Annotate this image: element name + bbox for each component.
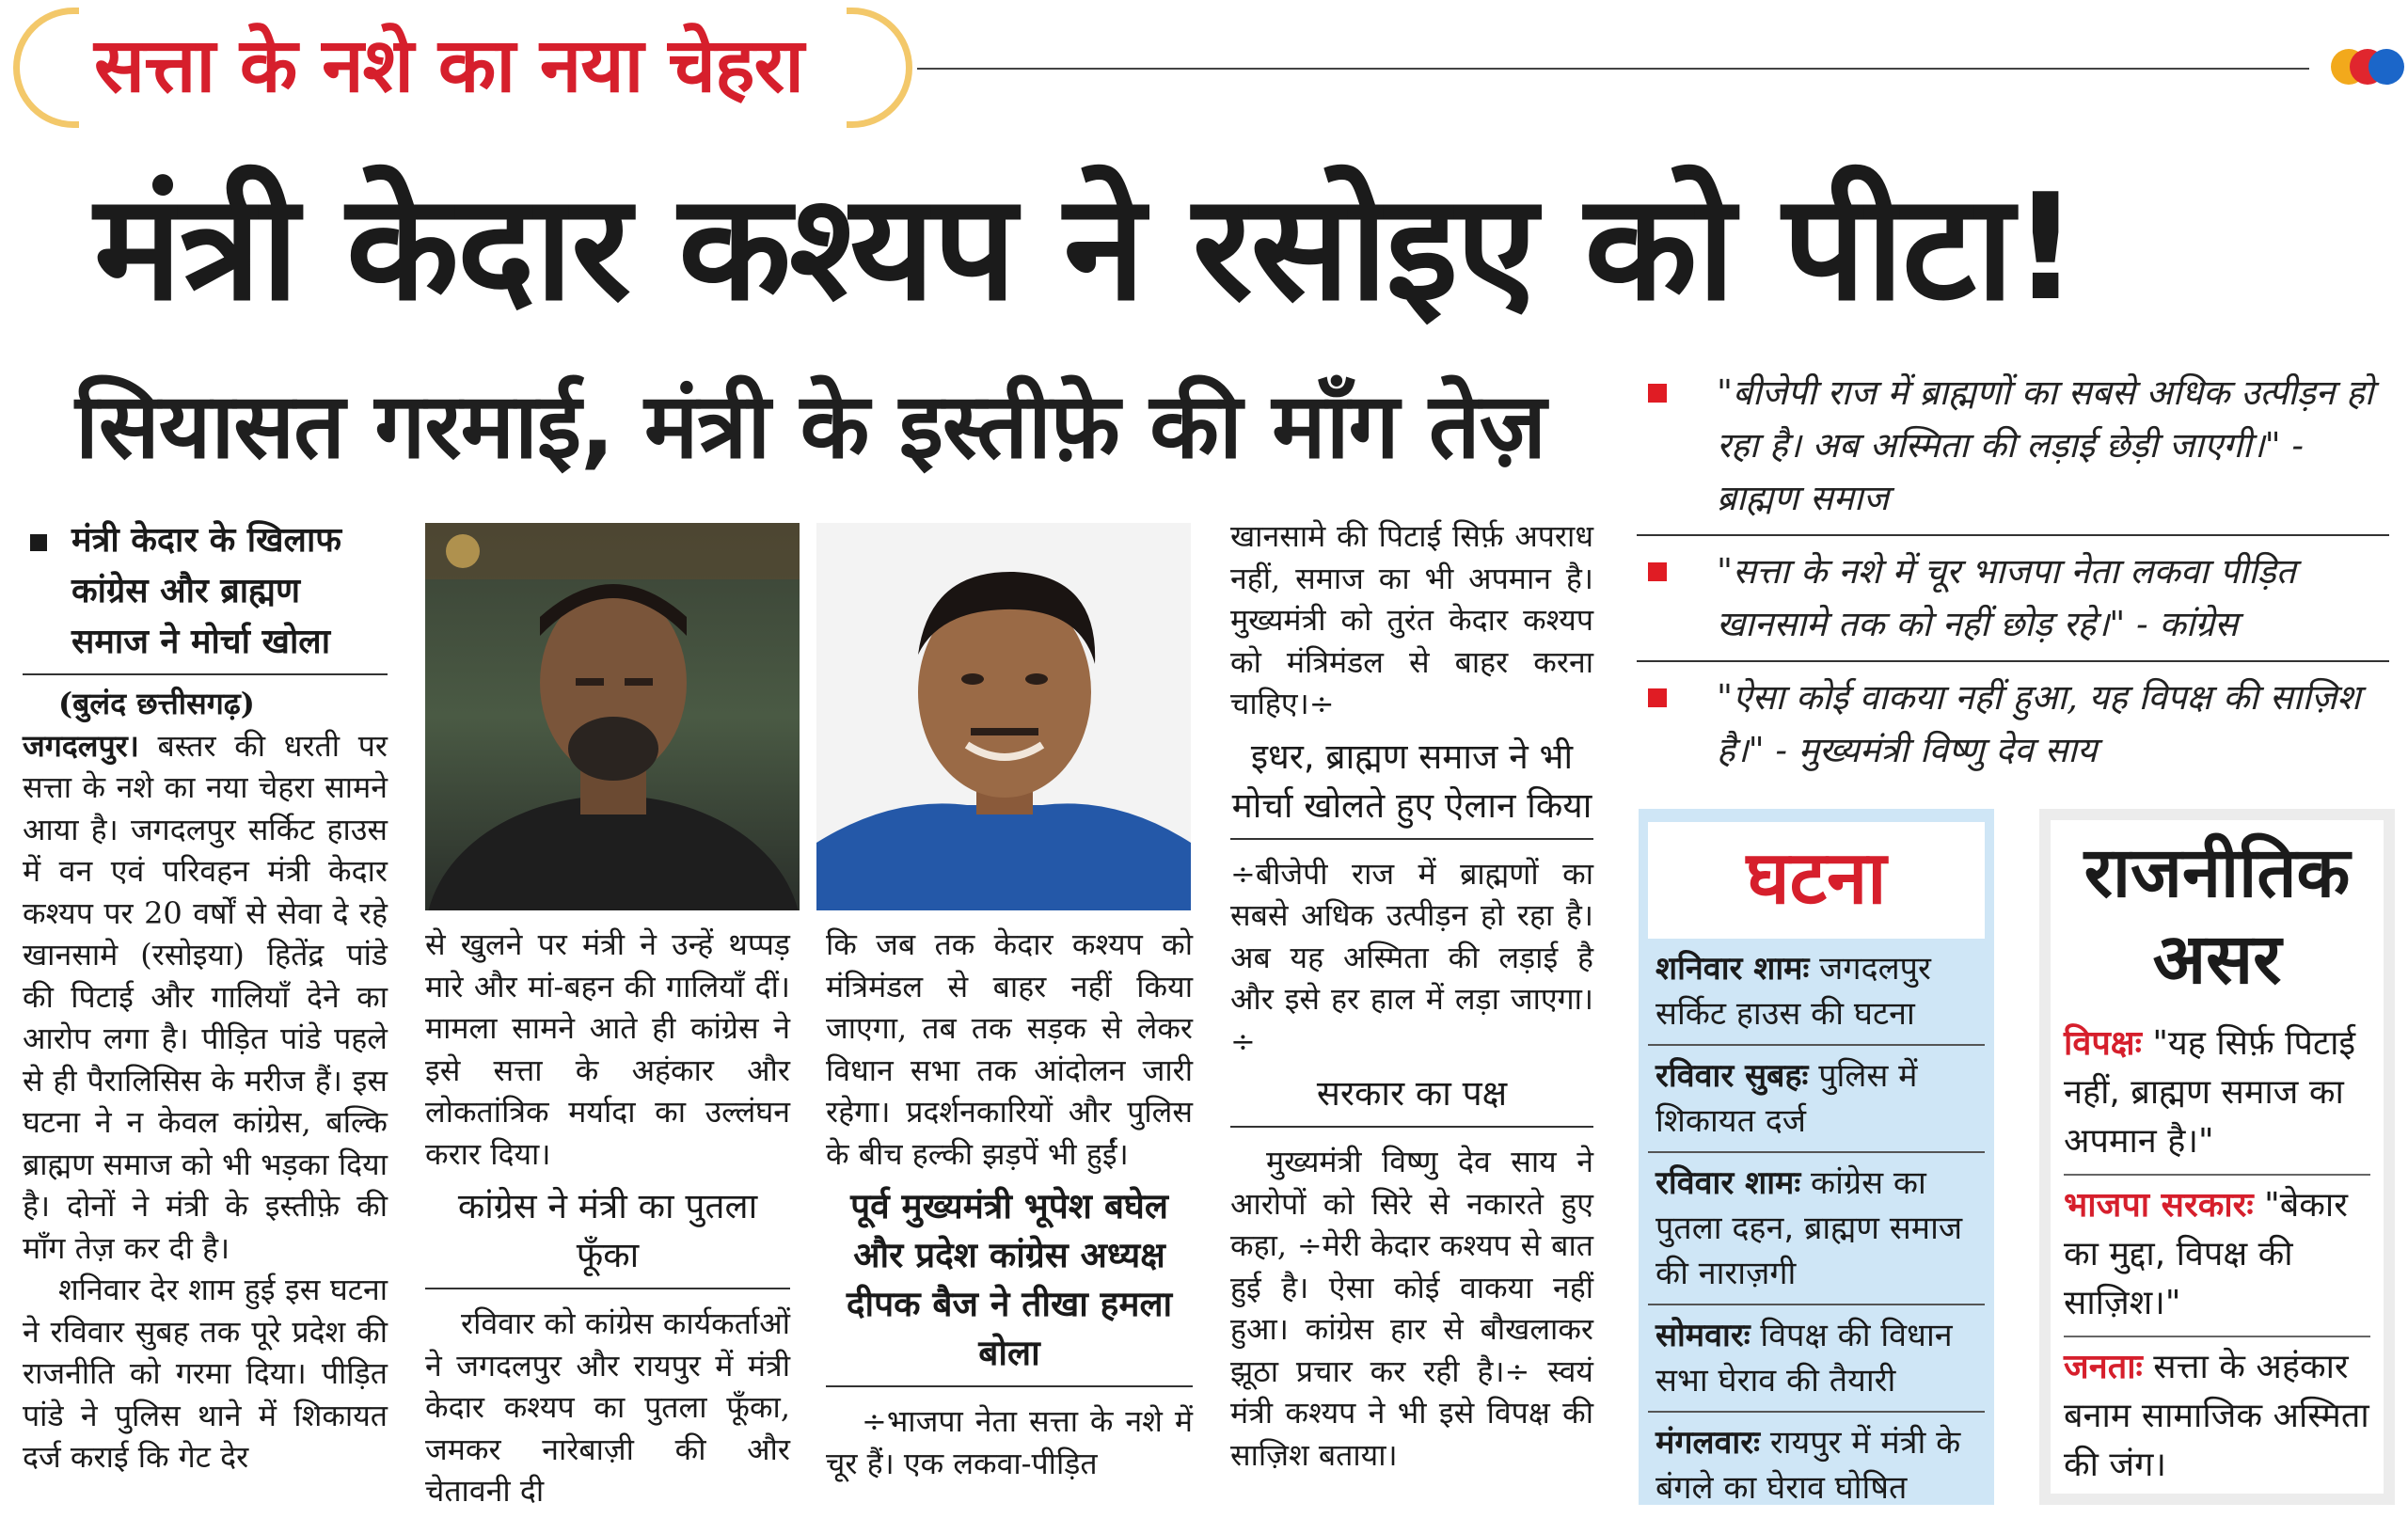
kicker-title: सत्ता के नशे का नया चेहरा — [94, 22, 803, 109]
photo-minister-portrait — [816, 523, 1191, 910]
article-blurb: मंत्री केदार के खिलाफ कांग्रेस और ब्राह्मण समाज ने मोर्चा खोला — [23, 515, 388, 675]
body-paragraph: मुख्यमंत्री विष्णु देव साय ने आरोपों को सिरे से नकारते हुए कहा, ÷मेरी केदार कश्यप से बात हुई है। ऐसा कोई वाकया नहीं हुआ। कांग्रेस हार से बौखलाकर झूठा प्रचार कर रही है।÷ स्वयं मंत्री कश्यप ने भी इसे विपक्ष की साज़िश बताया। — [1230, 1144, 1593, 1473]
impact-title: राजनीतिक असर — [2083, 832, 2351, 1000]
timeline-item: सोमवारः विपक्ष की विधान सभा घेराव की तैयारी — [1648, 1305, 1985, 1413]
body-paragraph: से खुलने पर मंत्री ने उन्हें थप्पड़ मारे और मां-बहन की गालियाँ दीं। मामला सामने आते ही कांग्रेस ने इसे सत्ता के अहंकार और लोकतांत्रिक मर्यादा का उल्लंघन करार दिया। — [425, 926, 790, 1172]
article-column-4 — [1230, 515, 1593, 1476]
timeline-item: रविवार शामः कांग्रेस का पुतला दहन, ब्राह्मण समाज की नाराज़गी — [1648, 1153, 1985, 1305]
crosshead: पूर्व मुख्यमंत्री भूपेश बघेल और प्रदेश कांग्रेस अध्यक्ष दीपक बैज ने तीखा हमला बोला — [826, 1175, 1193, 1387]
crosshead: कांग्रेस ने मंत्री का पुतला फूँका — [425, 1175, 790, 1289]
main-headline: मंत्री केदार कश्यप ने रसोइए को पीटा! — [94, 162, 2078, 333]
impact-item: भाजपा सरकारः "बेकार का मुद्दा, विपक्ष की साज़िश।" — [2064, 1176, 2370, 1337]
crosshead: इधर, ब्राह्मण समाज ने भी मोर्चा खोलते हुए ऐलान किया — [1230, 725, 1593, 840]
political-impact-box — [2039, 809, 2395, 1505]
impact-item: विपक्षः "यह सिर्फ़ पिटाई नहीं, ब्राह्मण समाज का अपमान है।" — [2064, 1014, 2370, 1176]
impact-item: जनताः सत्ता के अहंकार बनाम सामाजिक अस्मिता की जंग। — [2064, 1348, 2369, 1484]
quote-item: "ऐसा कोई वाकया नहीं हुआ, यह विपक्ष की साज़िश है।" - मुख्यमंत्री विष्णु देव साय — [1637, 662, 2389, 786]
quote-item: "बीजेपी राज में ब्राह्मणों का सबसे अधिक उत्पीड़न हो रहा है। अब अस्मिता की लड़ाई छेड़ी जाएगी।" - ब्राह्मण समाज — [1637, 357, 2389, 536]
body-paragraph: खानसामे की पिटाई सिर्फ़ अपराध नहीं, समाज का भी अपमान है। मुख्यमंत्री को तुरंत केदार कश्यप को मंत्रिमंडल से बाहर करना चाहिए।÷ — [1230, 518, 1593, 721]
photo-man-night — [425, 523, 800, 910]
body-paragraph: कि जब तक केदार कश्यप को मंत्रिमंडल से बाहर नहीं किया जाएगा, तब तक सड़क से लेकर विधान सभा तक आंदोलन जारी रहेगा। प्रदर्शनकारियों और पुलिस के बीच हल्की झड़पें भी हुईं। — [826, 926, 1193, 1172]
sub-headline: सियासत गरमाई, मंत्री के इस्तीफ़े की माँग तेज़ — [75, 373, 1545, 479]
timeline-item: रविवार सुबहः पुलिस में शिकायत दर्ज — [1648, 1046, 1985, 1153]
body-paragraph: रविवार को कांग्रेस कार्यकर्ताओं ने जगदलपुर और रायपुर में मंत्री केदार कश्यप का पुतला फूँका, जमकर नारेबाज़ी की और चेतावनी दी — [425, 1305, 790, 1509]
timeline-item: शनिवार शामः जगदलपुर सर्किट हाउस की घटना — [1648, 939, 1985, 1046]
dateline: (बुलंद छत्तीसगढ़) — [58, 686, 255, 721]
article-column-3 — [826, 924, 1193, 1484]
body-paragraph: ÷भाजपा नेता सत्ता के नशे में चूर हैं। एक लकवा-पीड़ित — [826, 1403, 1193, 1481]
body-paragraph: शनिवार देर शाम हुई इस घटना ने रविवार सुबह तक पूरे प्रदेश की राजनीति को गरमा दिया। पीड़ित पांडे ने पुलिस थाने में शिकायत दर्ज कराई कि गेट देर — [23, 1272, 388, 1475]
brand-dots-icon — [2331, 49, 2406, 90]
body-paragraph: ÷बीजेपी राज में ब्राह्मणों का सबसे अधिक उत्पीड़न हो रहा है। अब यह अस्मिता की लड़ाई है और इसे हर हाल में लड़ा जाएगा।÷ — [1230, 855, 1593, 1059]
timeline-box — [1639, 809, 1994, 1505]
quote-item: "सत्ता के नशे में चूर भाजपा नेता लकवा पीड़ित खानसामे तक को नहीं छोड़ रहे।" - कांग्रेस — [1637, 536, 2389, 662]
timeline-item: मंगलवारः रायपुर में मंत्री के बंगले का घेराव घोषित — [1656, 1424, 1961, 1507]
quotes-panel — [1637, 357, 2389, 786]
crosshead: सरकार का पक्ष — [1230, 1062, 1593, 1128]
kicker-bracket-left — [13, 8, 79, 128]
kicker-rule — [917, 68, 2309, 70]
kicker-bracket-right — [847, 8, 912, 128]
article-column-1 — [23, 515, 388, 1478]
article-column-2 — [425, 924, 790, 1512]
timeline-title: घटना — [1648, 822, 1985, 939]
body-paragraph: जगदलपुर। बस्तर की धरती पर सत्ता के नशे का नया चेहरा सामने आया है। जगदलपुर सर्किट हाउस में वन एवं परिवहन मंत्री केदार कश्यप पर 20 वर्षों से सेवा दे रहे खानसामे (रसोइया) हितेंद्र पांडे की पिटाई और गालियाँ देने का आरोप लगा है। पीड़ित पांडे पहले से ही पैरालिसिस के मरीज हैं। इस घटना ने न केवल कांग्रेस, बल्कि ब्राह्मण समाज को भी भड़का दिया है। दोनों ने मंत्री के इस्तीफ़े की माँग तेज़ कर दी है। — [23, 727, 388, 1266]
